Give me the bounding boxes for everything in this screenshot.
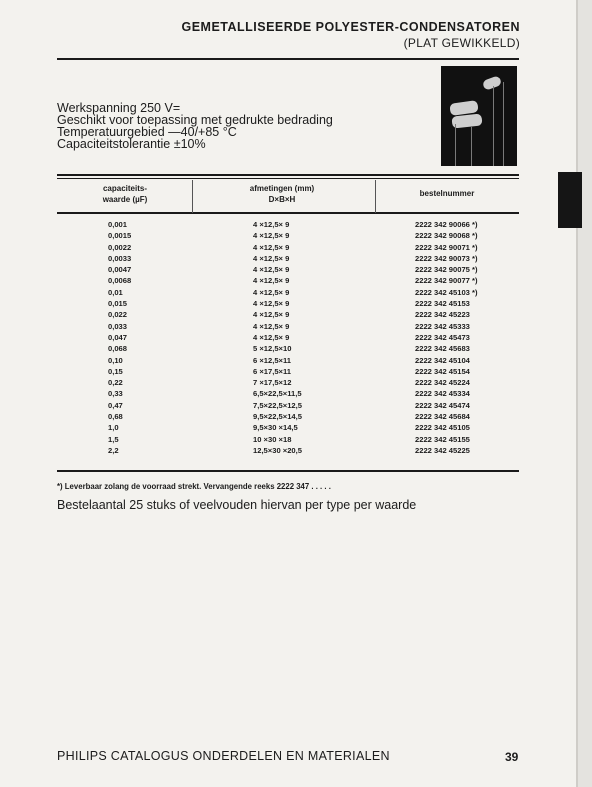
table-header-rule (57, 212, 519, 214)
capacity-cell: 0,022 (108, 310, 128, 320)
dimensions-cell: 6 ×12,5×11 (253, 355, 292, 365)
order-number-cell: 2222 342 45105 (415, 423, 470, 433)
capacity-cell: 1,5 (108, 434, 119, 444)
dimensions-cell: 4 ×12,5× 9 (253, 321, 290, 331)
dimensions-cell: 4 ×12,5× 9 (253, 220, 290, 229)
order-note: Bestelaantal 25 stuks of veelvouden hiervan per type per waarde (57, 498, 417, 512)
table-row (57, 242, 519, 253)
dimensions-cell: 7,5×22,5×12,5 (253, 400, 302, 410)
order-number-cell: 2222 342 45153 (415, 299, 470, 309)
page-number: 39 (505, 750, 519, 764)
dimensions-cell: 5 ×12,5×10 (253, 344, 292, 354)
table-row (57, 355, 519, 366)
table-row (57, 445, 519, 456)
capacitor-lead (471, 126, 472, 166)
dimensions-cell: 4 ×12,5× 9 (253, 253, 290, 263)
dimensions-cell: 12,5×30 ×20,5 (253, 445, 302, 455)
capacity-cell: 0,01 (108, 287, 123, 297)
table-row (57, 287, 519, 298)
spec-voltage: Werkspanning 250 V= (57, 101, 181, 115)
capacity-cell: 0,15 (108, 366, 123, 376)
order-number-cell: 2222 342 90073 *) (415, 253, 478, 263)
dimensions-cell: 4 ×12,5× 9 (253, 332, 290, 342)
capacitor-body (451, 113, 482, 128)
column-divider (375, 180, 376, 213)
capacity-cell: 0,068 (108, 344, 128, 354)
table-row (57, 377, 519, 388)
capacity-cell: 0,0047 (108, 265, 132, 275)
dimensions-cell: 7 ×17,5×12 (253, 378, 292, 388)
spec-list (57, 102, 333, 150)
table-row (57, 253, 519, 264)
dimensions-cell: 4 ×12,5× 9 (253, 265, 290, 275)
order-number-cell: 2222 342 45225 (415, 445, 470, 455)
product-photo (441, 66, 517, 166)
capacity-cell: 0,0068 (108, 276, 132, 286)
spec-tolerance: Capaciteitstolerantie ±10% (57, 137, 206, 151)
capacity-cell: 0,0015 (108, 231, 132, 241)
capacitor-lead (493, 86, 494, 166)
order-number-cell: 2222 342 45473 (415, 332, 470, 342)
table-top-rule (57, 174, 519, 176)
capacity-cell: 0,47 (108, 400, 123, 410)
dimensions-cell: 4 ×12,5× 9 (253, 276, 290, 286)
table-row (57, 219, 519, 230)
table-row (57, 230, 519, 241)
dimensions-cell: 4 ×12,5× 9 (253, 287, 290, 297)
table-row (57, 298, 519, 309)
table-row (57, 264, 519, 275)
order-number-cell: 2222 342 45154 (415, 366, 470, 376)
table-body (57, 219, 519, 456)
page-fold-line (576, 0, 578, 787)
capacity-cell: 0,33 (108, 389, 123, 399)
dimensions-cell: 4 ×12,5× 9 (253, 299, 290, 309)
header-order-number: bestelnummer (419, 189, 475, 198)
order-number-cell: 2222 342 90075 *) (415, 265, 478, 275)
order-number-cell: 2222 342 45684 (415, 412, 470, 422)
order-number-cell: 2222 342 45334 (415, 389, 470, 399)
capacitor-lead (503, 82, 504, 166)
spec-temperature: Temperatuurgebied —40/+85 °C (57, 125, 237, 139)
capacity-cell: 0,0022 (108, 242, 132, 252)
capacity-cell: 2,2 (108, 445, 119, 455)
table-top-rule-thin (57, 178, 519, 179)
section-edge-tab (558, 172, 582, 228)
capacity-cell: 0,047 (108, 332, 128, 342)
capacity-cell: 0,68 (108, 412, 123, 422)
capacity-cell: 0,0033 (108, 253, 132, 263)
order-number-cell: 2222 342 45224 (415, 378, 470, 388)
order-number-cell: 2222 342 90077 *) (415, 276, 478, 286)
table-row (57, 411, 519, 422)
capacity-cell: 0,22 (108, 378, 123, 388)
capacity-cell: 0,001 (108, 220, 128, 229)
dimensions-cell: 6,5×22,5×11,5 (253, 389, 302, 399)
table-bottom-rule (57, 470, 519, 472)
table-row (57, 422, 519, 433)
table-row (57, 388, 519, 399)
order-number-cell: 2222 342 45474 (415, 400, 470, 410)
title-rule (57, 58, 519, 60)
capacity-cell: 0,033 (108, 321, 128, 331)
dimensions-cell: 4 ×12,5× 9 (253, 231, 290, 241)
dimensions-cell: 4 ×12,5× 9 (253, 242, 290, 252)
order-number-cell: 2222 342 45155 (415, 434, 470, 444)
order-number-cell: 2222 342 45333 (415, 321, 470, 331)
catalog-footer: PHILIPS CATALOGUS ONDERDELEN EN MATERIALEN (57, 749, 390, 763)
capacity-cell: 0,015 (108, 299, 128, 309)
order-number-cell: 2222 342 90068 *) (415, 231, 478, 241)
table-row (57, 343, 519, 354)
table-row (57, 321, 519, 332)
table-row (57, 332, 519, 343)
dimensions-cell: 9,5×22,5×14,5 (253, 412, 302, 422)
dimensions-cell: 4 ×12,5× 9 (253, 310, 290, 320)
capacity-cell: 0,10 (108, 355, 123, 365)
capacity-cell: 1,0 (108, 423, 119, 433)
header-capacity: capaciteits- waarde (µF) (102, 184, 148, 204)
table-row (57, 309, 519, 320)
table-row (57, 400, 519, 411)
footnote: *) Leverbaar zolang de voorraad strekt. Vervangende reeks 2222 347 . . . . . (57, 482, 331, 491)
spec-application: Geschikt voor toepassing met gedrukte bedrading (57, 113, 333, 127)
order-number-cell: 2222 342 90071 *) (415, 242, 478, 252)
table-row (57, 434, 519, 445)
table-row (57, 275, 519, 286)
dimensions-cell: 6 ×17,5×11 (253, 366, 292, 376)
dimensions-cell: 10 ×30 ×18 (253, 434, 292, 444)
order-number-cell: 2222 342 45683 (415, 344, 470, 354)
dimensions-cell: 9,5×30 ×14,5 (253, 423, 298, 433)
order-number-cell: 2222 342 45223 (415, 310, 470, 320)
page-subtitle: (PLAT GEWIKKELD) (403, 36, 520, 50)
column-divider (192, 180, 193, 213)
page-edge-shade (578, 0, 592, 787)
capacitor-body (482, 75, 502, 91)
header-dimensions: afmetingen (mm) D×B×H (249, 184, 315, 204)
capacitor-lead (455, 124, 456, 166)
order-number-cell: 2222 342 45104 (415, 355, 470, 365)
order-number-cell: 2222 342 45103 *) (415, 287, 478, 297)
table-row (57, 366, 519, 377)
order-number-cell: 2222 342 90066 *) (415, 220, 478, 229)
page-title: GEMETALLISEERDE POLYESTER-CONDENSATOREN (181, 20, 520, 34)
